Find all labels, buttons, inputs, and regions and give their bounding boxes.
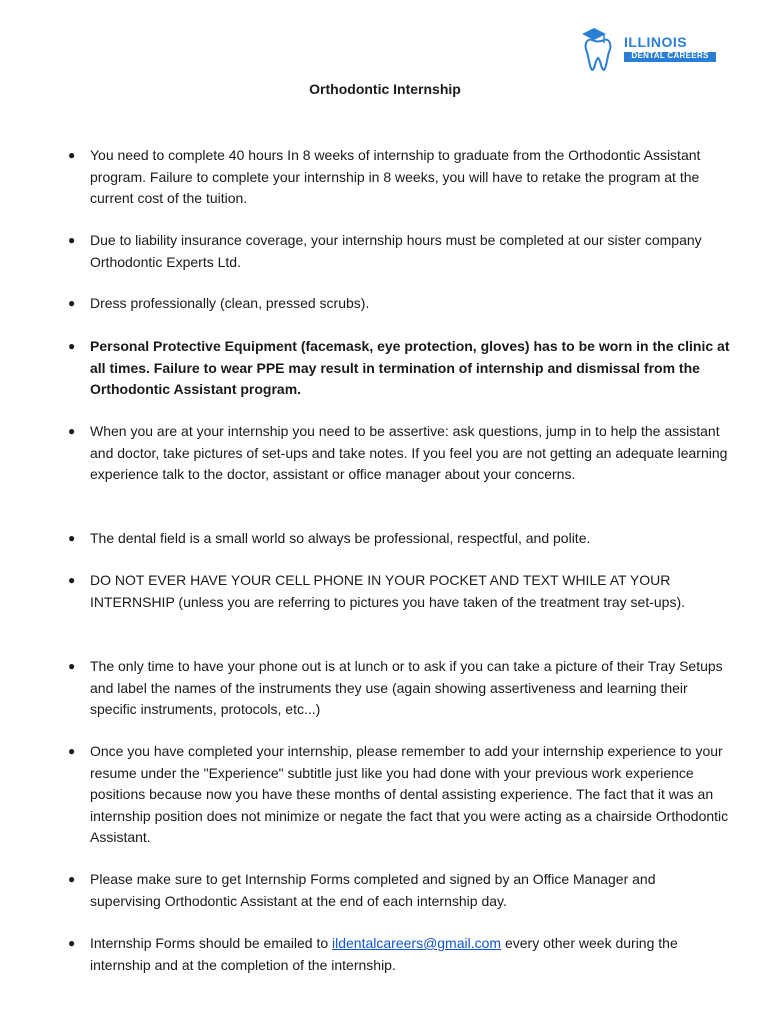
list-item (68, 230, 730, 273)
bullet-icon: ● (68, 424, 76, 438)
list-item-text: The dental field is a small world so always be professional, respectful, and polite. (90, 530, 591, 546)
list-item (68, 933, 730, 976)
bullet-icon: ● (68, 296, 76, 310)
bullet-icon: ● (68, 872, 76, 886)
list-item-text: Once you have completed your internship, please remember to add your internship experience to your resume under the "Experience" subtitle just like you had done with your previous work experience positions because now you have these months of dental assisting experience. The fact that it was an internship position does not minimize or negate the fact that you were acting as a chairside Orthodontic Assistant. (90, 743, 729, 845)
list-item-text-before: Internship Forms should be emailed to (90, 935, 333, 951)
list-item (68, 293, 730, 315)
list-item-text: The only time to have your phone out is at lunch or to ask if you can take a picture of their Tray Setups and label the names of the instruments they use (again showing assertiveness and learning their specific instruments, protocols, etc...) (90, 658, 723, 717)
list-item-text: Due to liability insurance coverage, your internship hours must be completed at our sister company Orthodontic Experts Ltd. (90, 232, 702, 270)
illinois-dental-careers-logo (578, 26, 720, 72)
bullet-icon: ● (68, 233, 76, 247)
list-item (68, 145, 730, 210)
list-item (68, 656, 730, 721)
page-title: Orthodontic Internship (309, 81, 461, 97)
bullet-icon: ● (68, 573, 76, 587)
list-item (68, 336, 730, 401)
bullet-icon: ● (68, 744, 76, 758)
list-item-text: Dress professionally (clean, pressed scrubs). (90, 295, 370, 311)
email-link[interactable]: ildentalcareers@gmail.com (332, 935, 502, 951)
list-item (68, 869, 730, 912)
bullet-icon: ● (68, 148, 76, 162)
bullet-icon: ● (68, 531, 76, 545)
tooth-graduation-cap-icon (578, 26, 622, 72)
list-item (68, 421, 730, 486)
list-item (68, 570, 730, 613)
bullet-icon: ● (68, 936, 76, 950)
list-item-text: When you are at your internship you need to be assertive: ask questions, jump in to help the assistant and doctor, take pictures of set-ups and take notes. If you feel you are not getting an adequate learning experience talk to the doctor, assistant or office manager about your concerns. (90, 423, 728, 482)
list-item-text: You need to complete 40 hours In 8 weeks of internship to graduate from the Orthodontic Assistant program. Failure to complete your internship in 8 weeks, you will have to retake the program at the current cost of the tuition. (90, 147, 701, 206)
list-item-text: Please make sure to get Internship Forms completed and signed by an Office Manager and supervising Orthodontic Assistant at the end of each internship day. (90, 871, 656, 909)
list-item-text: DO NOT EVER HAVE YOUR CELL PHONE IN YOUR POCKET AND TEXT WHILE AT YOUR INTERNSHIP (unless you are referring to pictures you have taken of the treatment tray set-ups). (90, 572, 686, 610)
logo-subtitle: DENTAL CAREERS (631, 51, 709, 60)
list-item-text-after: every other week during the internship and at the completion of the internship. (90, 935, 678, 973)
list-item-text: Personal Protective Equipment (facemask, eye protection, gloves) has to be worn in the clinic at all times. Failure to wear PPE may result in termination of internship and dismissal from the Orthodontic Assistant program. (90, 338, 730, 397)
list-item (68, 741, 730, 849)
bullet-icon: ● (68, 659, 76, 673)
bullet-icon: ● (68, 339, 76, 353)
logo-wordmark: ILLINOIS (624, 34, 688, 50)
list-item (68, 528, 730, 550)
logo-subtitle-band (624, 52, 716, 62)
